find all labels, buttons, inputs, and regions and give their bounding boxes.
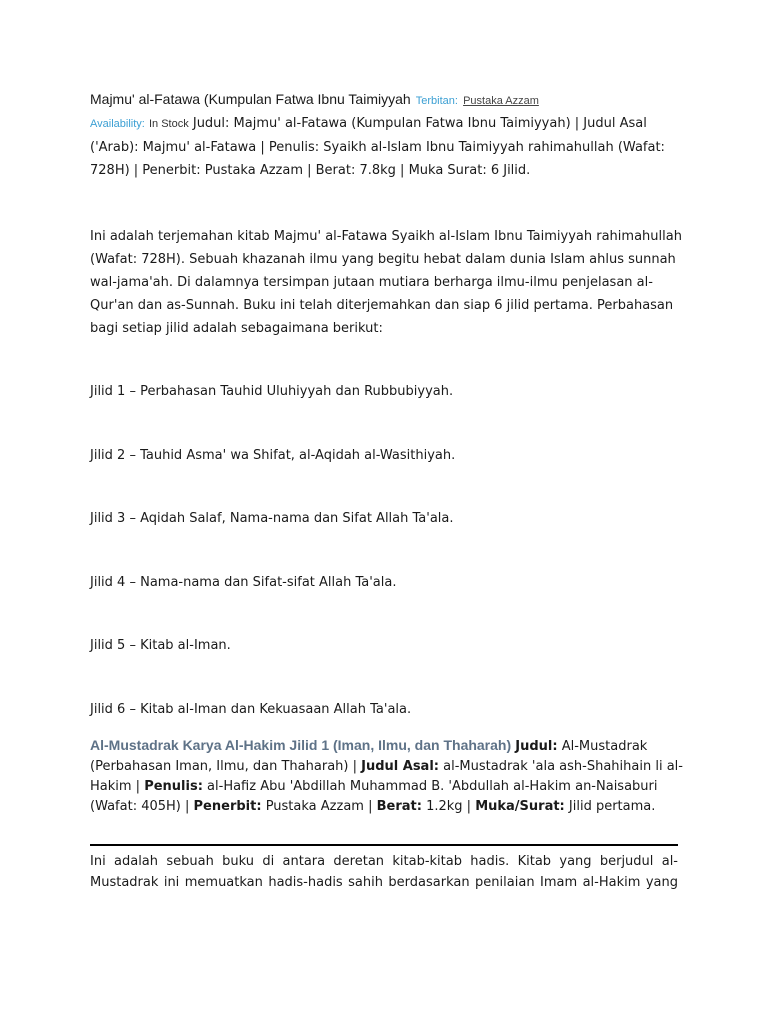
volume-item: Jilid 6 – Kitab al-Iman dan Kekuasaan Allah Ta'ala. <box>90 702 412 717</box>
book2-title: Al-Mustadrak Karya Al-Hakim Jilid 1 (Iman, Ilmu, dan Thaharah) <box>90 737 512 753</box>
book2-intro-line: Mustadrak ini memuatkan hadis-hadis sahih berdasarkan penilaian Imam al-Hakim yang <box>90 875 678 890</box>
judul-label: Judul: <box>515 739 558 754</box>
book2-intro-line: Ini adalah sebuah buku di antara deretan kitab-kitab hadis. Kitab yang berjudul al- <box>90 854 678 869</box>
book1-details-line3: 728H) | Penerbit: Pustaka Azzam | Berat: 7.8kg | Muka Surat: 6 Jilid. <box>90 163 531 178</box>
penulis-value: al-Hafiz Abu 'Abdillah Muhammad B. 'Abdullah al-Hakim an-Naisaburi <box>207 779 658 794</box>
publisher-label: Terbitan: <box>415 95 458 107</box>
penerbit-label: Penerbit: <box>193 799 262 814</box>
book2-intro <box>90 851 678 893</box>
judul-asal-value: al-Mustadrak 'ala ash-Shahihain li al- <box>443 759 683 774</box>
intro-paragraph <box>90 225 682 340</box>
intro-line: bagi setiap jilid adalah sebagaimana berikut: <box>90 321 383 336</box>
judul-asal-value: Hakim | <box>90 779 141 794</box>
section-divider <box>90 844 678 846</box>
berat-value: 1.2kg | <box>426 799 472 814</box>
intro-line: Qur'an dan as-Sunnah. Buku ini telah diterjemahkan dan siap 6 jilid pertama. Perbahasan <box>90 298 674 313</box>
muka-value: Jilid pertama. <box>568 799 656 814</box>
volume-item: Jilid 2 – Tauhid Asma' wa Shifat, al-Aqidah al-Wasithiyah. <box>90 448 456 463</box>
volume-item: Jilid 5 – Kitab al-Iman. <box>90 638 231 653</box>
volume-item: Jilid 4 – Nama-nama dan Sifat-sifat Allah Ta'ala. <box>90 575 397 590</box>
publisher-link[interactable]: Pustaka Azzam <box>463 95 539 107</box>
intro-line: wal-jama'ah. Di dalamnya tersimpan jutaan mutiara berharga ilmu-ilmu penjelasan al- <box>90 275 653 290</box>
penerbit-value: Pustaka Azzam | <box>265 799 373 814</box>
book1-details-line2: ('Arab): Majmu' al-Fatawa | Penulis: Syaikh al-Islam Ibnu Taimiyyah rahimahullah (Wafat: <box>90 140 665 155</box>
book2-section <box>90 735 683 817</box>
muka-label: Muka/Surat: <box>475 799 565 814</box>
wafat-value: (Wafat: 405H) | <box>90 799 190 814</box>
intro-line: (Wafat: 728H). Sebuah khazanah ilmu yang begitu hebat dalam dunia Islam ahlus sunnah <box>90 252 676 267</box>
judul-value: Al-Mustadrak <box>561 739 648 754</box>
volume-item: Jilid 1 – Perbahasan Tauhid Uluhiyyah dan Rubbubiyyah. <box>90 384 454 399</box>
penulis-label: Penulis: <box>144 779 203 794</box>
availability-value: In Stock <box>148 118 189 130</box>
availability-label: Availability: <box>90 118 145 130</box>
book1-header <box>90 88 678 182</box>
berat-label: Berat: <box>376 799 422 814</box>
judul-value: (Perbahasan Iman, Ilmu, dan Thaharah) | <box>90 759 357 774</box>
judul-asal-label: Judul Asal: <box>361 759 439 774</box>
volume-item: Jilid 3 – Aqidah Salaf, Nama-nama dan Sifat Allah Ta'ala. <box>90 511 454 526</box>
book1-details-line1: Judul: Majmu' al-Fatawa (Kumpulan Fatwa Ibnu Taimiyyah) | Judul Asal <box>192 116 647 131</box>
book1-title: Majmu' al-Fatawa (Kumpulan Fatwa Ibnu Taimiyyah <box>90 91 411 107</box>
intro-line: Ini adalah terjemahan kitab Majmu' al-Fatawa Syaikh al-Islam Ibnu Taimiyyah rahimahullah <box>90 229 682 244</box>
